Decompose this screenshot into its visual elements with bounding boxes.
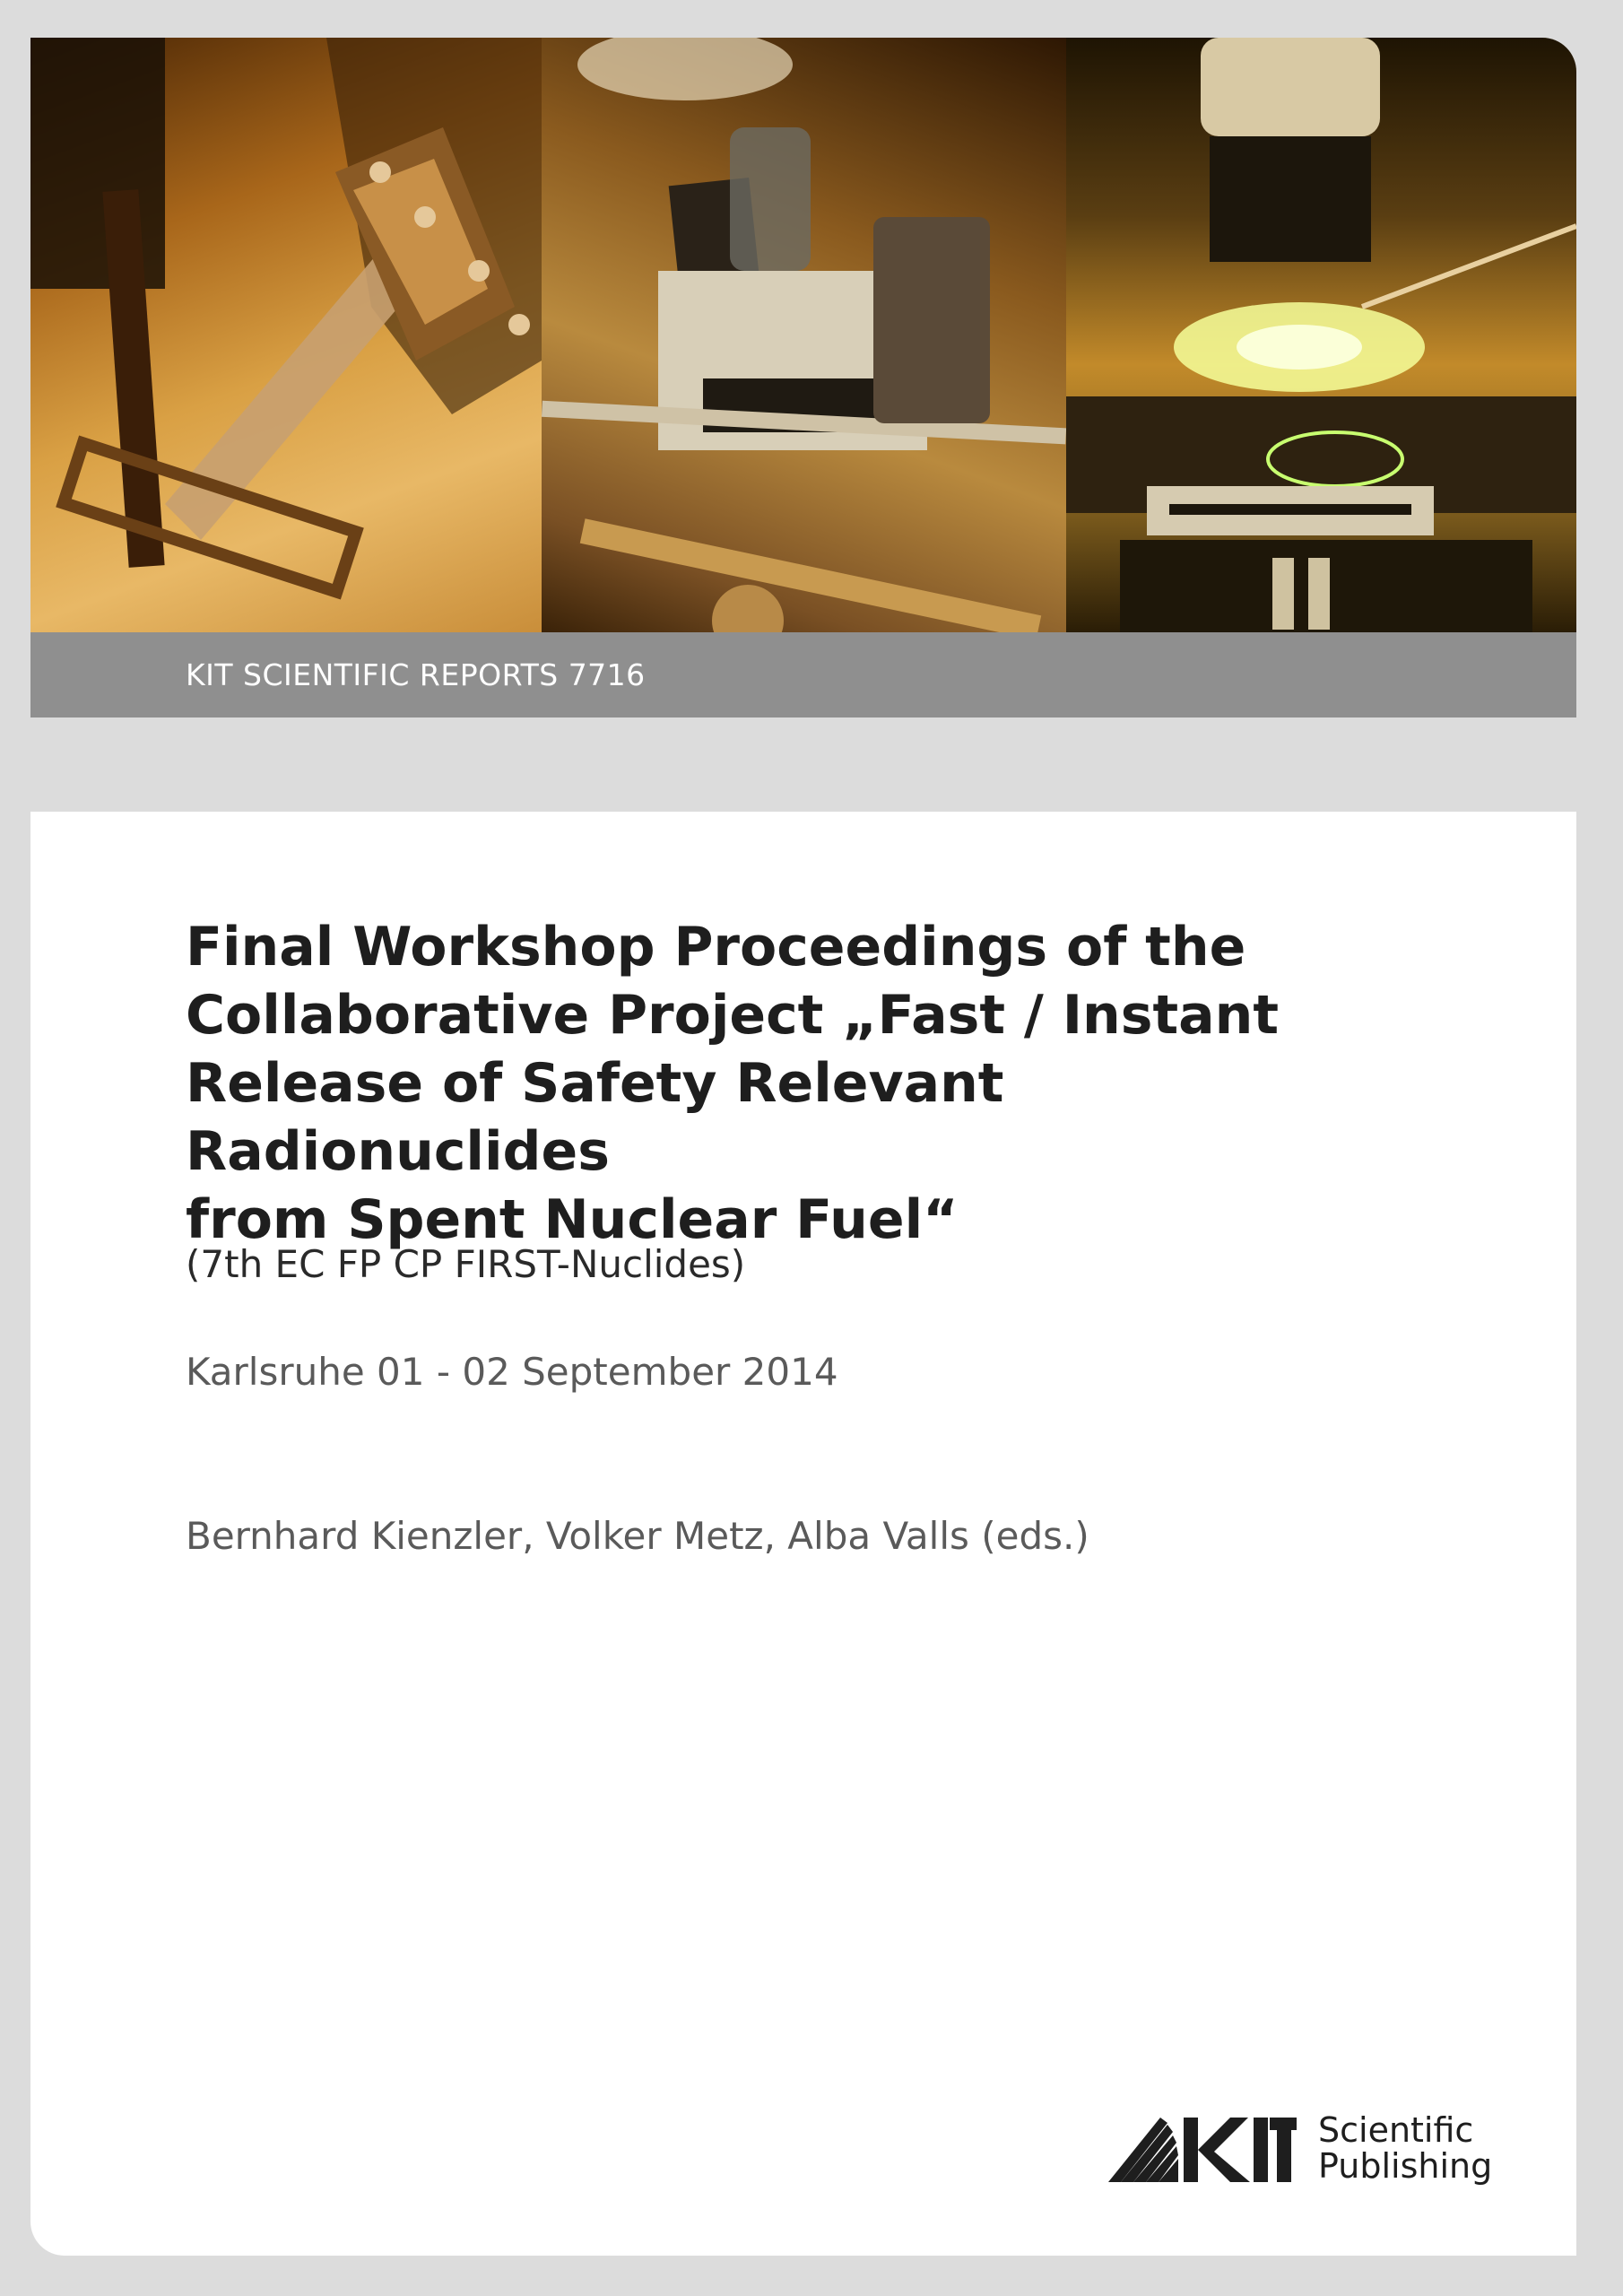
photo-hot-cell-equipment (542, 38, 1066, 632)
editors-line: Bernhard Kienzler, Volker Metz, Alba Valls (eds.) (186, 1514, 1089, 1558)
kit-logo-icon (1108, 2112, 1297, 2184)
document-title: Final Workshop Proceedings of the Collaborative Project „Fast / Instant Release of Safety Relevant Radionuclides from Spent Nuclear Fuel“ (186, 916, 1280, 1251)
publisher-logo (1108, 2103, 1539, 2193)
series-label: KIT SCIENTIFIC REPORTS 7716 (186, 657, 646, 692)
series-band (30, 632, 1576, 718)
photo-2-illustration (542, 38, 1066, 632)
photo-laser-microscope (1066, 38, 1576, 632)
photo-manipulator-tongs (30, 38, 542, 632)
photo-strip (30, 38, 1576, 632)
photo-1-illustration (30, 38, 542, 632)
publisher-name: Scientific Publishing (1318, 2110, 1493, 2186)
cover-text-panel (30, 812, 1576, 2256)
document-subtitle: (7th EC FP CP FIRST-Nuclides) (186, 1242, 746, 1286)
cover-header (30, 38, 1576, 718)
workshop-venue-date: Karlsruhe 01 - 02 September 2014 (186, 1350, 838, 1394)
photo-3-illustration (1066, 38, 1576, 632)
